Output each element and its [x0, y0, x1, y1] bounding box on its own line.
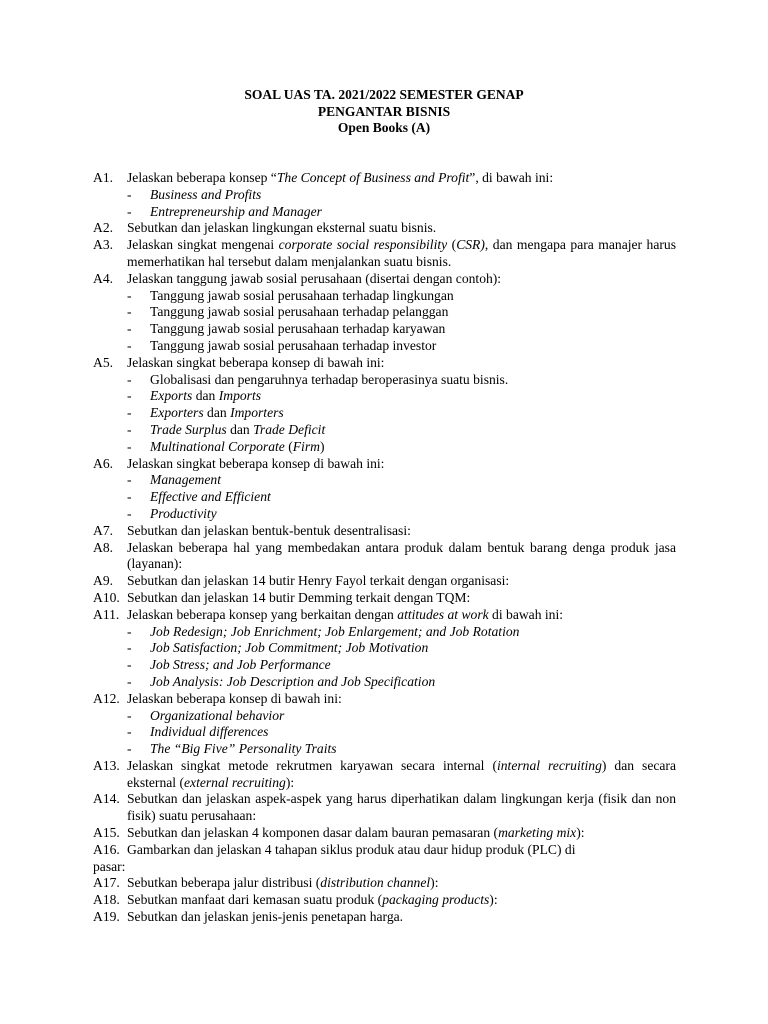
- question-emphasis: internal recruiting: [496, 757, 602, 773]
- question-number: A19.: [93, 909, 120, 925]
- question-number: A14.: [93, 791, 120, 807]
- question-number: A16.: [93, 841, 120, 857]
- sub-item: [93, 708, 676, 725]
- sub-item-joiner: (: [284, 438, 293, 454]
- sub-item-text: Job Satisfaction; Job Commitment; Job Motivation: [150, 640, 429, 656]
- question-a4: [93, 271, 676, 288]
- sub-item-term: Exporters: [150, 405, 204, 421]
- sub-item-term: Trade Surplus: [150, 421, 227, 437]
- question-a2: [93, 220, 676, 237]
- question-text: Jelaskan singkat metode rekrutmen karyawan secara internal (: [127, 757, 497, 773]
- document-header: [0, 87, 768, 137]
- bullet-dash: -: [127, 321, 132, 337]
- question-emphasis: marketing mix: [498, 825, 577, 841]
- question-text: Sebutkan dan jelaskan 4 komponen dasar dalam bauran pemasaran (: [127, 825, 499, 841]
- bullet-dash: -: [127, 438, 132, 454]
- sub-item-text: Organizational behavior: [150, 707, 285, 723]
- question-text: Sebutkan dan jelaskan bentuk-bentuk desentralisasi:: [127, 522, 411, 538]
- question-number: A15.: [93, 825, 120, 841]
- sub-item-text: Management: [150, 472, 221, 488]
- question-text-mid: (: [447, 237, 457, 253]
- sub-item-text: Entrepreneurship and Manager: [150, 203, 322, 219]
- bullet-dash: -: [127, 371, 132, 387]
- exam-variant: Open Books (A): [337, 120, 431, 135]
- question-a12: [93, 691, 676, 708]
- question-a3: [93, 237, 676, 271]
- question-list: [93, 170, 676, 926]
- question-emphasis: packaging products: [382, 892, 490, 908]
- sub-item: [93, 489, 676, 506]
- sub-item-text: Job Stress; and Job Performance: [150, 657, 331, 673]
- sub-item: [93, 405, 676, 422]
- bullet-dash: -: [127, 741, 132, 757]
- sub-item-term: Trade Deficit: [253, 421, 326, 437]
- sub-item-joiner: dan: [192, 388, 219, 404]
- sub-item-text: Productivity: [150, 505, 217, 521]
- question-text: Jelaskan singkat beberapa konsep di bawah ini:: [127, 455, 385, 471]
- question-number: A2.: [93, 220, 114, 236]
- question-text-continuation: pasar:: [93, 858, 126, 874]
- question-number: A17.: [93, 875, 120, 891]
- sub-item-text: Globalisasi dan pengaruhnya terhadap beroperasinya suatu bisnis.: [150, 371, 509, 387]
- bullet-dash: -: [127, 724, 132, 740]
- sub-item-text: Effective and Efficient: [150, 489, 271, 505]
- sub-item-joiner: ): [319, 438, 325, 454]
- question-number: A5.: [93, 354, 114, 370]
- question-emphasis: attitudes at work: [397, 606, 489, 622]
- sub-item: [93, 388, 676, 405]
- question-emphasis: The Concept of Business and Profit: [276, 170, 470, 185]
- bullet-dash: -: [127, 287, 132, 303]
- sub-item-joiner: dan: [203, 405, 231, 421]
- question-a14: [93, 791, 676, 825]
- sub-item-text: Job Redesign; Job Enrichment; Job Enlargement; and Job Rotation: [150, 623, 520, 639]
- sub-item: [93, 288, 676, 305]
- bullet-dash: -: [127, 421, 132, 437]
- question-text: Sebutkan dan jelaskan 14 butir Demming terkait dengan TQM:: [127, 589, 471, 605]
- sub-item: [93, 372, 676, 389]
- bullet-dash: -: [127, 472, 132, 488]
- question-text-end: ):: [489, 892, 498, 908]
- sub-item: [93, 472, 676, 489]
- sub-item-text: Individual differences: [150, 724, 269, 740]
- exam-title: SOAL UAS TA. 2021/2022 SEMESTER GENAP: [244, 87, 524, 102]
- question-number: A18.: [93, 892, 120, 908]
- question-number: A1.: [93, 170, 114, 185]
- sub-item: [93, 204, 676, 221]
- question-text: Jelaskan beberapa konsep “: [127, 170, 277, 185]
- question-number: A4.: [93, 270, 114, 286]
- question-number: A9.: [93, 573, 114, 589]
- question-a13: [93, 758, 676, 792]
- sub-item-joiner: dan: [226, 421, 254, 437]
- question-emphasis-2: external recruiting: [184, 774, 286, 790]
- bullet-dash: -: [127, 203, 132, 219]
- question-text: Gambarkan dan jelaskan 4 tahapan siklus produk atau daur hidup produk (PLC) di: [127, 841, 576, 857]
- question-text: Sebutkan manfaat dari kemasan suatu produk (: [127, 892, 383, 908]
- bullet-dash: -: [127, 657, 132, 673]
- question-text-end: ):: [285, 774, 295, 790]
- question-a11: [93, 607, 676, 624]
- question-text-end: di bawah ini:: [488, 606, 564, 622]
- sub-item: [93, 506, 676, 523]
- question-text: Jelaskan singkat mengenai: [127, 237, 279, 253]
- sub-item: [93, 657, 676, 674]
- sub-item-term: Importers: [230, 405, 284, 421]
- question-emphasis: corporate social responsibility: [278, 237, 448, 253]
- sub-item: [93, 640, 676, 657]
- question-a1: [93, 170, 676, 187]
- sub-item-text: Tanggung jawab sosial perusahaan terhadap pelanggan: [150, 304, 449, 320]
- sub-item: [93, 624, 676, 641]
- sub-item: [93, 321, 676, 338]
- sub-item-term: Firm: [292, 438, 320, 454]
- sub-item-text: Tanggung jawab sosial perusahaan terhadap investor: [150, 337, 437, 353]
- question-a10: [93, 590, 676, 607]
- question-text: Sebutkan dan jelaskan aspek-aspek yang harus diperhatikan dalam lingkungan kerja (fisik dan non fisik) suatu perusahaan:: [127, 791, 676, 824]
- sub-item: [93, 338, 676, 355]
- question-number: A11.: [93, 606, 120, 622]
- bullet-dash: -: [127, 337, 132, 353]
- sub-item-text: Business and Profits: [150, 186, 262, 202]
- question-number: A7.: [93, 522, 114, 538]
- question-text: Jelaskan beberapa konsep di bawah ini:: [127, 690, 342, 706]
- bullet-dash: -: [127, 405, 132, 421]
- bullet-dash: -: [127, 673, 132, 689]
- question-a6: [93, 456, 676, 473]
- question-a5: [93, 355, 676, 372]
- bullet-dash: -: [127, 388, 132, 404]
- question-a19: [93, 909, 676, 926]
- bullet-dash: -: [127, 505, 132, 521]
- bullet-dash: -: [127, 186, 132, 202]
- question-emphasis: distribution channel: [320, 875, 431, 891]
- question-text-mid: ) dan secara eksternal (: [127, 757, 676, 790]
- question-text: Jelaskan beberapa konsep yang berkaitan dengan: [127, 606, 398, 622]
- question-a8: [93, 540, 676, 574]
- question-a18: [93, 892, 676, 909]
- sub-item: [93, 304, 676, 321]
- sub-item-term: Exports: [150, 388, 193, 404]
- question-number: A10.: [93, 589, 120, 605]
- question-text-end: ):: [576, 825, 585, 841]
- question-number: A8.: [93, 539, 114, 555]
- bullet-dash: -: [127, 640, 132, 656]
- sub-item: [93, 439, 676, 456]
- bullet-dash: -: [127, 707, 132, 723]
- question-number: A13.: [93, 757, 120, 773]
- sub-item-text: Job Analysis: Job Description and Job Specification: [150, 673, 436, 689]
- sub-item: [93, 187, 676, 204]
- question-a15: [93, 825, 676, 842]
- question-text-end: ):: [430, 875, 439, 891]
- question-text-end: , dan mengapa para manajer harus memerhatikan hal tersebut dalam menjalankan suatu bisnis.: [127, 237, 676, 269]
- course-title: PENGANTAR BISNIS: [317, 103, 451, 119]
- question-a17: [93, 875, 676, 892]
- bullet-dash: -: [127, 489, 132, 505]
- question-text: Jelaskan beberapa hal yang membedakan antara produk dalam bentuk barang denga produk jasa (layanan):: [127, 539, 676, 572]
- sub-item-term: Imports: [218, 388, 262, 404]
- question-number: A6.: [93, 455, 114, 471]
- question-number: A12.: [93, 690, 120, 706]
- bullet-dash: -: [127, 304, 132, 320]
- question-text: Sebutkan dan jelaskan 14 butir Henry Fayol terkait dengan organisasi:: [127, 573, 510, 589]
- bullet-dash: -: [127, 623, 132, 639]
- sub-item-text: Tanggung jawab sosial perusahaan terhadap karyawan: [150, 321, 446, 337]
- question-text-end: ”, di bawah ini:: [469, 170, 554, 185]
- question-text: Sebutkan dan jelaskan jenis-jenis penetapan harga.: [127, 909, 404, 925]
- sub-item: [93, 674, 676, 691]
- question-a7: [93, 523, 676, 540]
- sub-item: [93, 422, 676, 439]
- question-a16: [93, 842, 676, 876]
- question-text: Sebutkan dan jelaskan lingkungan eksternal suatu bisnis.: [127, 220, 437, 236]
- question-text: Sebutkan beberapa jalur distribusi (: [127, 875, 321, 891]
- question-text: Jelaskan singkat beberapa konsep di bawah ini:: [127, 354, 385, 370]
- sub-item-text: The “Big Five” Personality Traits: [150, 741, 337, 757]
- question-a9: [93, 573, 676, 590]
- sub-item: [93, 741, 676, 758]
- question-text: Jelaskan tanggung jawab sosial perusahaan (disertai dengan contoh):: [127, 270, 502, 286]
- question-emphasis-2: CSR): [456, 237, 485, 253]
- question-number: A3.: [93, 237, 114, 253]
- sub-item-term: Multinational Corporate: [150, 438, 285, 454]
- sub-item-text: Tanggung jawab sosial perusahaan terhadap lingkungan: [150, 287, 454, 303]
- sub-item: [93, 724, 676, 741]
